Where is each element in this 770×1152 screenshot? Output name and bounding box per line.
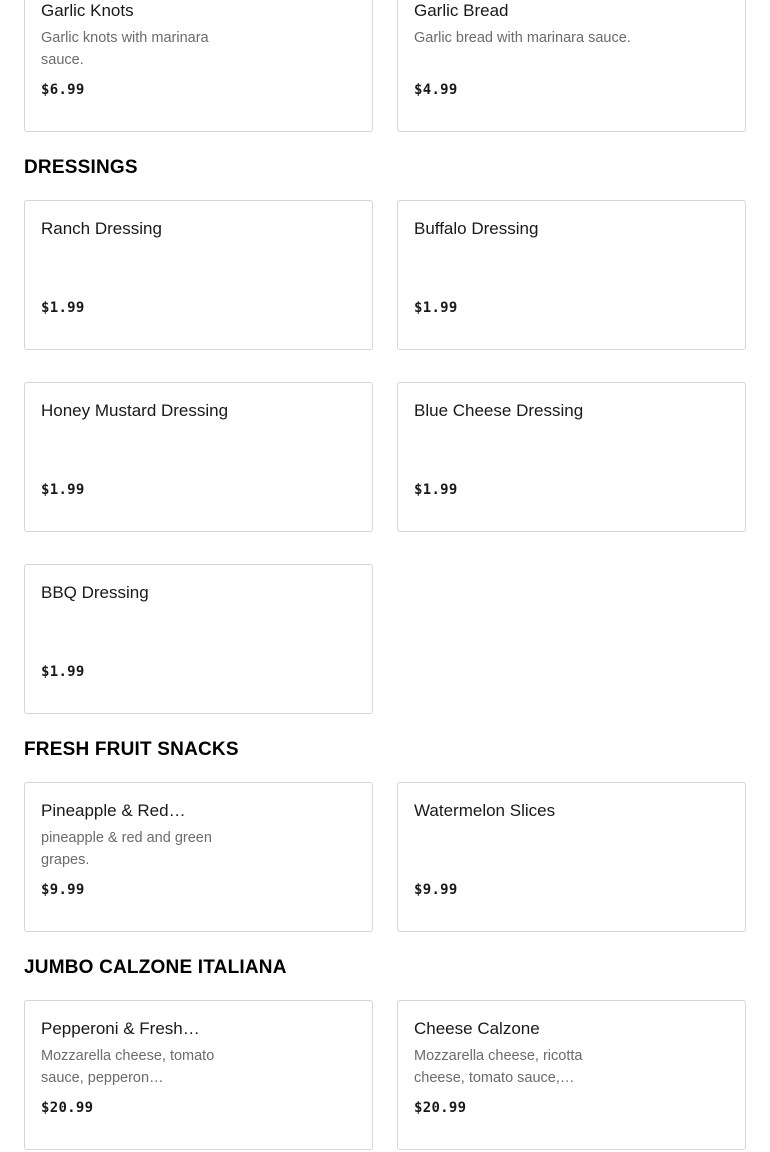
item-description: Garlic bread with marinara sauce.	[414, 30, 631, 46]
section-title-jumbo-calzone-italiana: JUMBO CALZONE ITALIANA	[24, 957, 287, 978]
menu-item-ranch-dressing[interactable]	[24, 200, 373, 350]
menu-item-pepperoni-fresh[interactable]	[24, 1000, 373, 1150]
item-name: Garlic Knots	[41, 1, 134, 20]
menu-item-bbq-dressing[interactable]	[24, 564, 373, 714]
item-name: Pineapple & Red…	[41, 801, 186, 820]
item-name: Garlic Bread	[414, 1, 509, 20]
item-name: Cheese Calzone	[414, 1019, 540, 1038]
menu-grid	[24, 782, 746, 932]
item-price: $6.99	[41, 82, 85, 98]
menu-grid	[24, 0, 746, 132]
menu-grid	[24, 200, 746, 714]
item-description: pineapple & red and green grapes.	[41, 830, 212, 868]
item-name: Blue Cheese Dressing	[414, 401, 584, 420]
menu-item-buffalo-dressing[interactable]	[397, 200, 746, 350]
item-name: BBQ Dressing	[41, 583, 149, 602]
item-price: $1.99	[41, 482, 85, 498]
item-name: Ranch Dressing	[41, 219, 162, 238]
item-name: Watermelon Slices	[414, 801, 556, 820]
menu-item-honey-mustard-dressing[interactable]	[24, 382, 373, 532]
item-price: $4.99	[414, 82, 458, 98]
menu-item-garlic-knots[interactable]	[24, 0, 373, 132]
menu-item-cheese-calzone[interactable]	[397, 1000, 746, 1150]
menu-list	[24, 0, 746, 1150]
item-name: Buffalo Dressing	[414, 219, 539, 238]
item-name: Honey Mustard Dressing	[41, 401, 229, 420]
item-price: $20.99	[414, 1100, 467, 1116]
section-title-dressings: DRESSINGS	[24, 157, 138, 178]
item-price: $1.99	[414, 482, 458, 498]
item-price: $1.99	[41, 300, 85, 316]
menu-grid	[24, 1000, 746, 1150]
section-title-fresh-fruit-snacks: FRESH FRUIT SNACKS	[24, 739, 239, 760]
item-price: $20.99	[41, 1100, 94, 1116]
menu-item-garlic-bread[interactable]	[397, 0, 746, 132]
item-name: Pepperoni & Fresh…	[41, 1019, 200, 1038]
item-price: $1.99	[41, 664, 85, 680]
item-price: $9.99	[41, 882, 85, 898]
item-price: $1.99	[414, 300, 458, 316]
menu-item-watermelon-slices[interactable]	[397, 782, 746, 932]
menu-item-blue-cheese-dressing[interactable]	[397, 382, 746, 532]
menu-item-pineapple-red[interactable]	[24, 782, 373, 932]
item-description: Mozzarella cheese, tomato sauce, pepperon…	[41, 1048, 215, 1086]
item-description: Mozzarella cheese, ricotta cheese, tomato sauce,…	[414, 1048, 583, 1086]
item-description: Garlic knots with marinara sauce.	[41, 30, 209, 68]
item-price: $9.99	[414, 882, 458, 898]
